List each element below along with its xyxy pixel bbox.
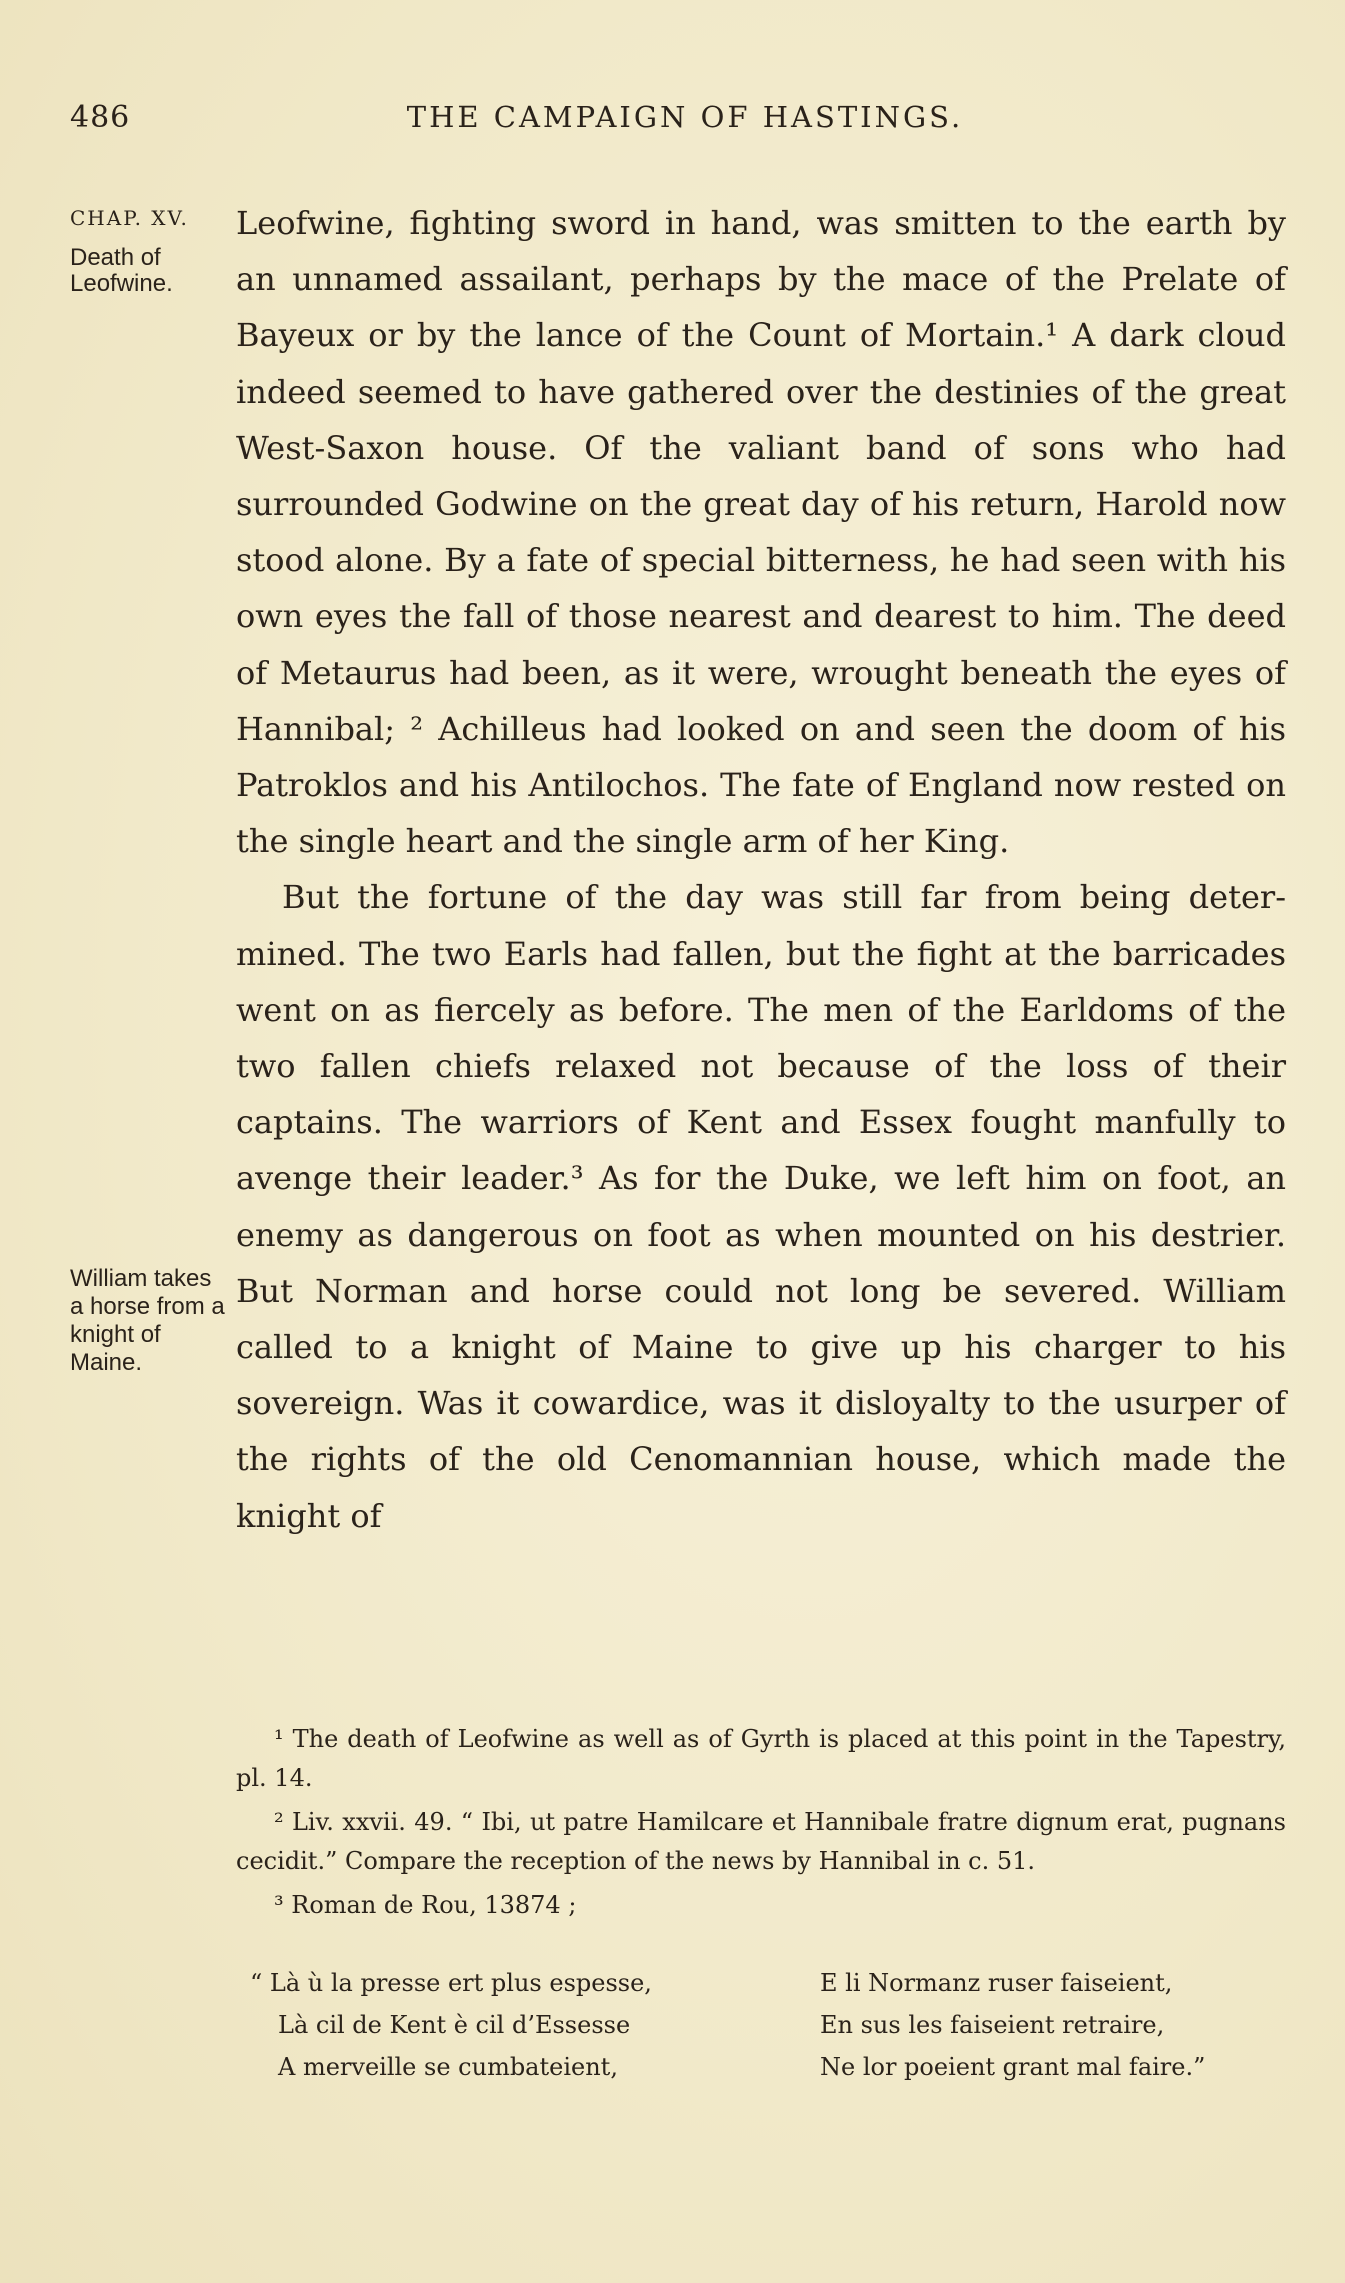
paragraph-1: Leofwine, fighting sword in hand, was smitten to the earth by an unnamed assailant, perhaps by the mace of the Prelate of Bayeux or by the lance of the Count of Mortain.¹ A dark cloud indeed seemed to have gathered over the destinies of the great West-Saxon house. Of the valiant band of sons who had surrounded Godwine on the great day of his return, Harold now stood alone. By a fate of special bitterness, he had seen with his own eyes the fall of those nearest and dearest to him. The deed of Metaurus had been, as it were, wrought beneath the eyes of Hannibal; ² Achilleus had looked on and seen the doom of his Patroklos and his Antilochos. The fate of England now rested on the single heart and the single arm of her King. [236, 204, 1286, 861]
page-number: 486 [70, 100, 131, 135]
footnote-1: ¹ The death of Leofwine as well as of Gyrth is placed at this point in the Tapestry, pl. 14. [236, 1725, 1286, 1792]
verse-line: Là cil de Kent è cil d’Essesse [278, 2011, 631, 2039]
running-head: THE CAMPAIGN OF HASTINGS. [406, 100, 964, 134]
footnote-2: ² Liv. xxvii. 49. “ Ibi, ut patre Hamilcare et Hannibale fratre dignum erat, pugnans cecidit.” Compare the reception of the news by Hannibal in c. 51. [236, 1808, 1286, 1875]
chapter-marker: CHAP. XV. [70, 206, 189, 230]
page-header [70, 100, 1300, 150]
verse-column-right [820, 1962, 1280, 2088]
verse-line: A merveille se cumbateient, [278, 2053, 618, 2081]
verse-line: E li Normanz ruser faiseient, [820, 1969, 1173, 1997]
paragraph-2: But the fortune of the day was still far from being determined. The two Earls had fallen, but the fight at the barricades went on as fiercely as before. The men of the Earldoms of the two fallen chiefs relaxed not because of the loss of their captains. The warriors of Kent and Essex fought manfully to avenge their leader.³ As for the Duke, we left him on foot, an enemy as dangerous on foot as when mounted on his destrier. But Norman and horse could not long be severed. William called to a knight of Maine to give up his charger to his sovereign. Was it cowardice, was it disloyalty to the usurper of the rights of the old Cenomannian house, which made the knight of [236, 878, 1286, 1535]
body-text [236, 195, 1286, 1544]
verse-line: Ne lor poeient grant mal faire.” [820, 2053, 1206, 2081]
verse-column-left [250, 1962, 770, 2088]
verse-line: “ Là ù la presse ert plus espesse, [250, 1969, 652, 1997]
verse-line: En sus les faiseient retraire, [820, 2011, 1165, 2039]
footnotes [236, 1720, 1286, 1930]
margin-note-death-of-leofwine: Death of Leofwine. [70, 244, 173, 297]
margin-note-william-takes-horse: William takes a horse from a knight of Maine. [70, 1265, 225, 1376]
footnote-3: ³ Roman de Rou, 13874 ; [274, 1891, 577, 1919]
